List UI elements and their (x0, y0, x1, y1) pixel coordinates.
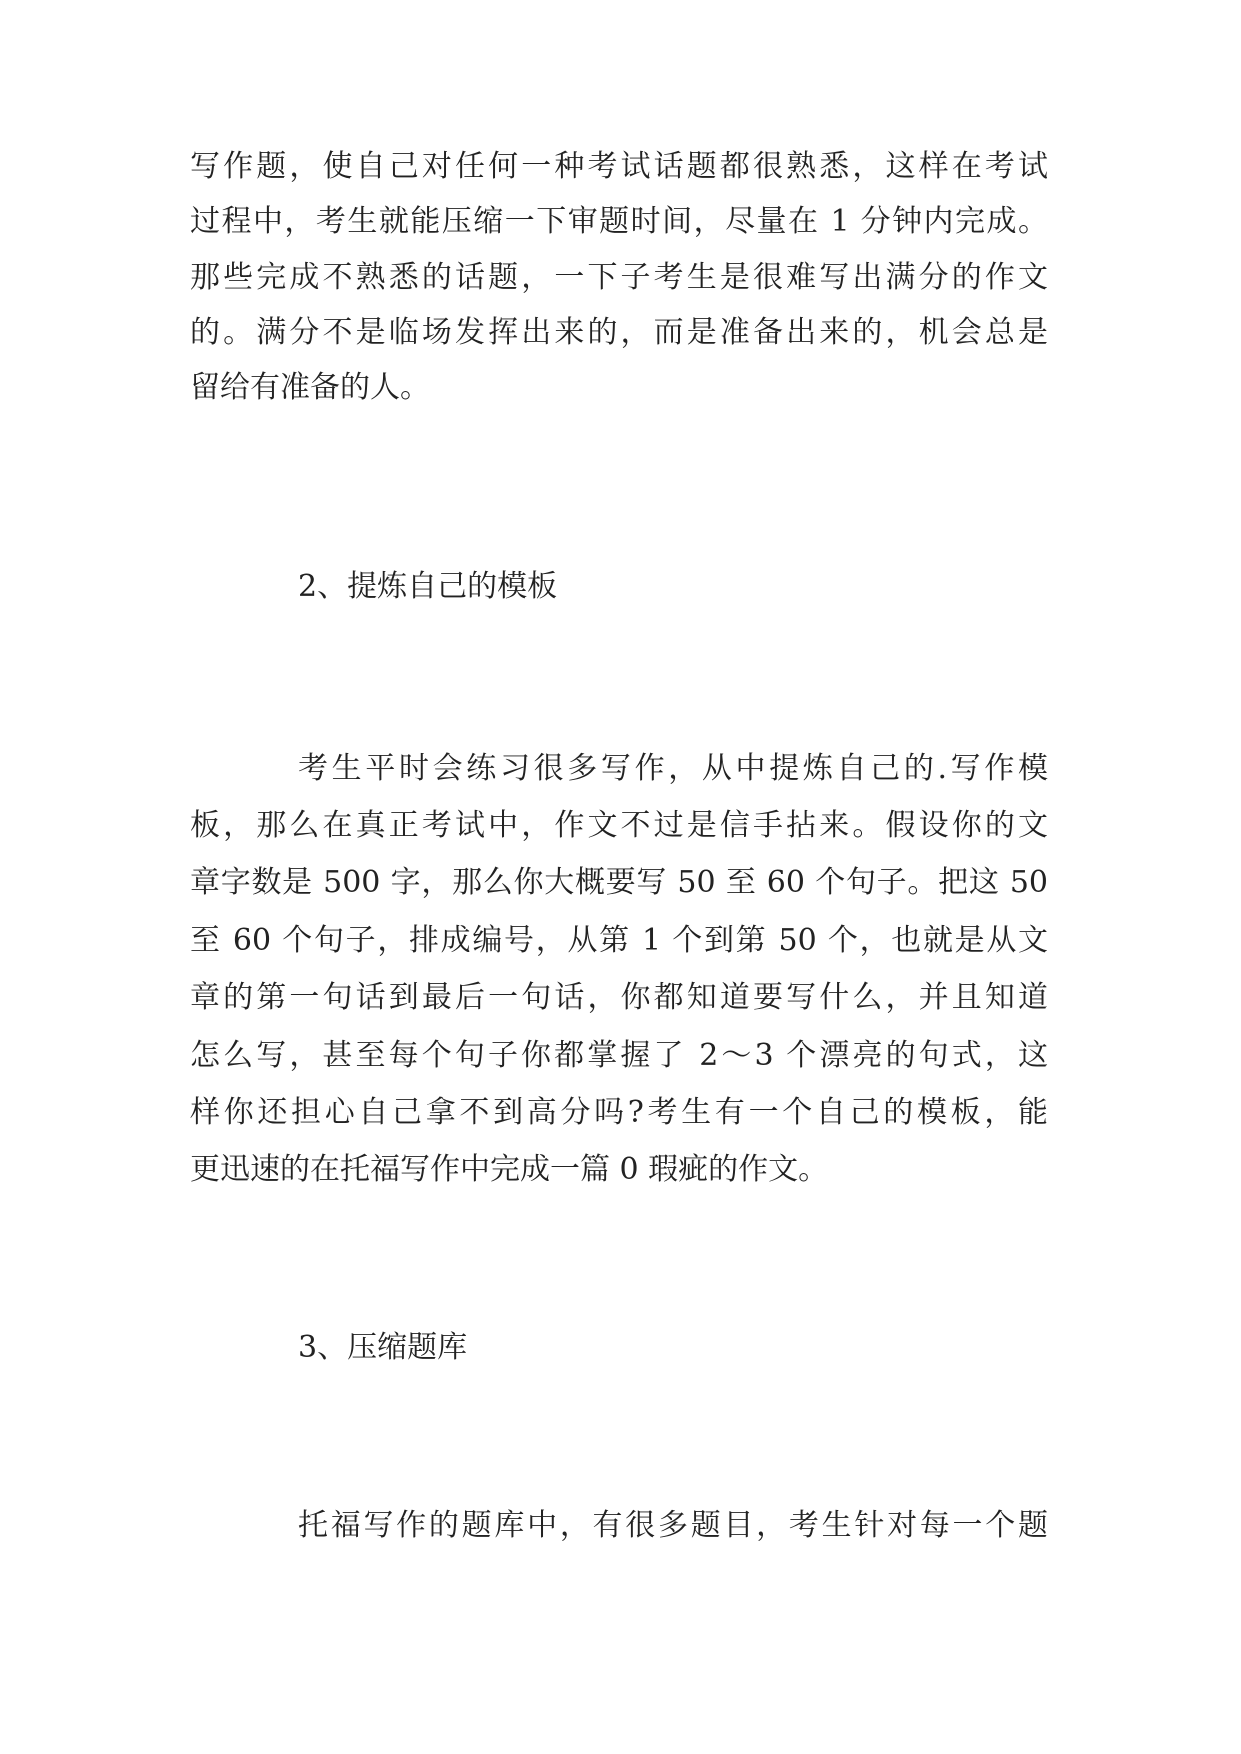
section-heading-3: 3、压缩题库 (298, 1330, 468, 1365)
paragraph-1-line-2: 过程中，考生就能压缩一下审题时间，尽量在 1 分钟内完成。 (190, 204, 1048, 239)
paragraph-1-line-1: 写作题，使自己对任何一种考试话题都很熟悉，这样在考试 (190, 149, 1048, 184)
paragraph-2-line-2: 板，那么在真正考试中，作文不过是信手拈来。假设你的文 (190, 808, 1048, 843)
paragraph-2-line-8: 更迅速的在托福写作中完成一篇 0 瑕疵的作文。 (190, 1152, 829, 1187)
paragraph-2-line-1: 考生平时会练习很多写作，从中提炼自己的.写作模 (298, 751, 1048, 786)
paragraph-3-line-1: 托福写作的题库中，有很多题目，考生针对每一个题 (298, 1508, 1048, 1543)
section-heading-2: 2、提炼自己的模板 (298, 569, 558, 604)
paragraph-2-line-5: 章的第一句话到最后一句话，你都知道要写什么，并且知道 (190, 980, 1048, 1015)
paragraph-2-line-3: 章字数是 500 字，那么你大概要写 50 至 60 个句子。把这 50 (190, 865, 1048, 900)
paragraph-2-line-7: 样你还担心自己拿不到高分吗?考生有一个自己的模板，能 (190, 1095, 1048, 1130)
paragraph-1-line-3: 那些完成不熟悉的话题，一下子考生是很难写出满分的作文 (190, 260, 1048, 295)
paragraph-1-line-4: 的。满分不是临场发挥出来的，而是准备出来的，机会总是 (190, 315, 1048, 350)
paragraph-2-line-6: 怎么写，甚至每个句子你都掌握了 2～3 个漂亮的句式，这 (190, 1038, 1048, 1073)
paragraph-1-line-5: 留给有准备的人。 (190, 370, 430, 405)
paragraph-2-line-4: 至 60 个句子，排成编号，从第 1 个到第 50 个，也就是从文 (190, 923, 1048, 958)
